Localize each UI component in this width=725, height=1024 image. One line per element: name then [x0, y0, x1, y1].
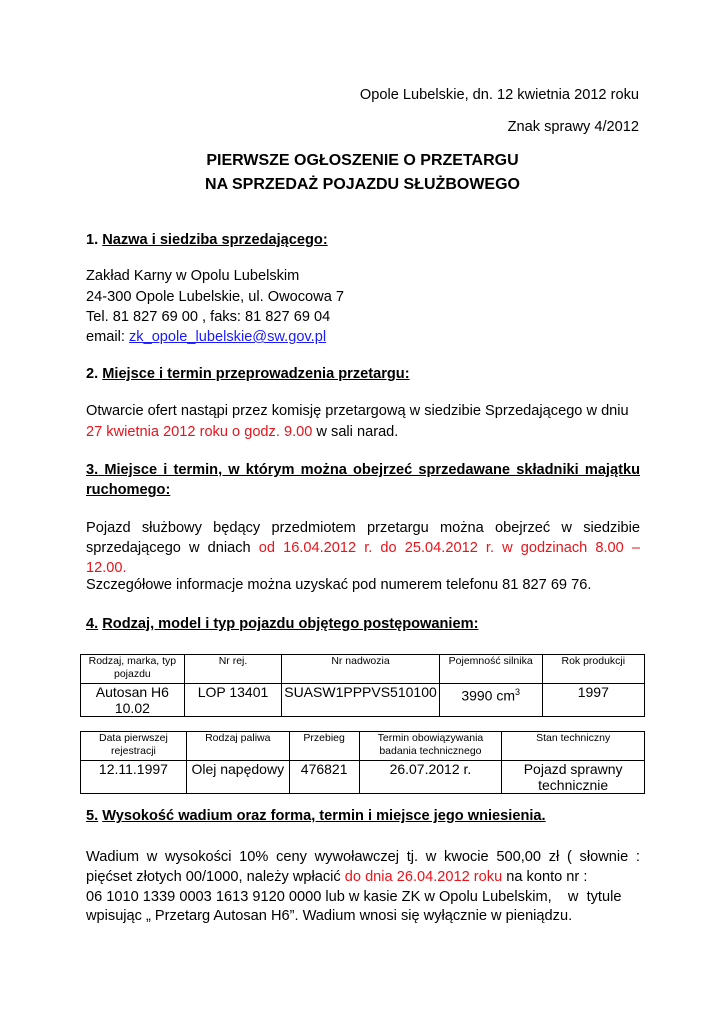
viewing-hours-end: 12.00.: [86, 560, 127, 576]
seller-phone-fax: Tel. 81 827 69 00 , faks: 81 827 69 04: [86, 309, 331, 325]
engine-capacity-unit-sup: 3: [515, 687, 521, 697]
section-title: Nazwa i siedziba sprzedającego:: [102, 232, 328, 248]
deposit-text-line2: [86, 867, 587, 887]
section-number: 1.: [86, 232, 99, 248]
document-title-line1: PIERWSZE OGŁOSZENIE O PRZETARGU: [206, 152, 519, 169]
technical-condition-cell: Pojazd sprawny technicznie: [502, 761, 645, 794]
section-1-heading: [86, 230, 328, 250]
header-cell: Przebieg: [289, 732, 359, 761]
table-header-row: [81, 732, 645, 761]
seller-email-line: [86, 327, 326, 347]
opening-text-line1: Otwarcie ofert nastąpi przez komisję przetargową w siedzibie Sprzedającego w dniu: [86, 403, 629, 419]
section-number: 3.: [86, 462, 99, 478]
fuel-type-cell: Olej napędowy: [186, 761, 289, 794]
table-row: [81, 761, 645, 794]
section-4-heading: [86, 614, 478, 634]
header-cell: Termin obowiązywania badania technicznego: [359, 732, 502, 761]
seller-address: 24-300 Opole Lubelskie, ul. Owocowa 7: [86, 289, 344, 305]
section-title: Miejsce i termin, w którym można obejrzeć sprzedawane składniki majątku: [104, 462, 640, 478]
section-number: 2.: [86, 366, 99, 382]
section-title-line2: ruchomego:: [86, 482, 171, 498]
email-link[interactable]: zk_opole_lubelskie@sw.gov.pl: [128, 329, 327, 345]
inspection-date-cell: 26.07.2012 r.: [359, 761, 502, 794]
deposit-text-line1: Wadium w wysokości 10% ceny wywoławczej tj. w kwocie 500,00 zł ( słownie :: [86, 849, 640, 865]
contact-info: Szczegółowe informacje można uzyskać pod numerem telefonu 81 827 69 76.: [86, 577, 592, 593]
first-registration-cell: 12.11.1997: [81, 761, 187, 794]
opening-date: 27 kwietnia 2012 roku o godz. 9.00: [86, 424, 313, 440]
email-label: email:: [86, 329, 129, 345]
header-cell: Nr rej.: [184, 655, 281, 684]
engine-capacity-value: 3990 cm: [461, 687, 516, 704]
section-title: Wysokość wadium oraz forma, termin i miejsce jego wniesienia.: [102, 808, 546, 824]
header-cell: Pojemność silnika: [439, 655, 542, 684]
deposit-text-prefix: pięćset złotych 00/1000, należy wpłacić: [86, 869, 345, 885]
deposit-text-line4: wpisując „ Przetarg Autosan H6”. Wadium wnosi się wyłącznie w pieniądzu.: [86, 908, 573, 924]
section-title: Rodzaj, model i typ pojazdu objętego postępowaniem:: [102, 616, 479, 632]
seller-name: Zakład Karny w Opolu Lubelskim: [86, 268, 300, 284]
vin-cell: SUASW1PPPVS510100: [282, 684, 440, 717]
viewing-text-line2: [86, 538, 640, 558]
registration-cell: LOP 13401: [184, 684, 281, 717]
section-3-heading: [86, 460, 640, 500]
viewing-dates: od 16.04.2012 r. do 25.04.2012 r. w godzinach 8.00 –: [258, 540, 640, 556]
header-cell: Rodzaj, marka, typ pojazdu: [81, 655, 185, 684]
place-date: Opole Lubelskie, dn. 12 kwietnia 2012 roku: [359, 87, 639, 103]
mileage-cell: 476821: [289, 761, 359, 794]
section-title: Miejsce i termin przeprowadzenia przetargu:: [102, 366, 410, 382]
deposit-account-line: 06 1010 1339 0003 1613 9120 0000 lub w kasie ZK w Opolu Lubelskim, w tytule: [86, 889, 622, 905]
table-header-row: [81, 655, 645, 684]
header-cell: Stan techniczny: [502, 732, 645, 761]
deposit-text-suffix: na konto nr :: [502, 869, 588, 885]
engine-capacity-cell: [439, 684, 542, 717]
header-cell: Nr nadwozia: [282, 655, 440, 684]
section-2-heading: [86, 364, 410, 384]
section-title-line1: [86, 460, 640, 480]
viewing-text-line1: Pojazd służbowy będący przedmiotem przetargu można obejrzeć w siedzibie: [86, 520, 640, 536]
vehicle-table-1: [80, 654, 645, 717]
vehicle-make-cell: Autosan H6 10.02: [81, 684, 185, 717]
header-cell: Rodzaj paliwa: [186, 732, 289, 761]
table-row: [81, 684, 645, 717]
opening-location: w sali narad.: [312, 424, 399, 440]
vehicle-table-2: [80, 731, 645, 794]
case-reference: Znak sprawy 4/2012: [507, 119, 639, 135]
document-title-line2: NA SPRZEDAŻ POJAZDU SŁUŻBOWEGO: [205, 176, 520, 193]
deposit-deadline: do dnia 26.04.2012 roku: [344, 869, 503, 885]
section-number: 5.: [86, 808, 99, 824]
header-cell: Data pierwszej rejestracji: [81, 732, 187, 761]
opening-text-line2: [86, 422, 398, 442]
production-year-cell: 1997: [542, 684, 644, 717]
section-5-heading: [86, 806, 546, 826]
viewing-text-prefix: sprzedającego w dniach: [86, 540, 259, 556]
section-number: 4.: [86, 616, 99, 632]
header-cell: Rok produkcji: [542, 655, 644, 684]
